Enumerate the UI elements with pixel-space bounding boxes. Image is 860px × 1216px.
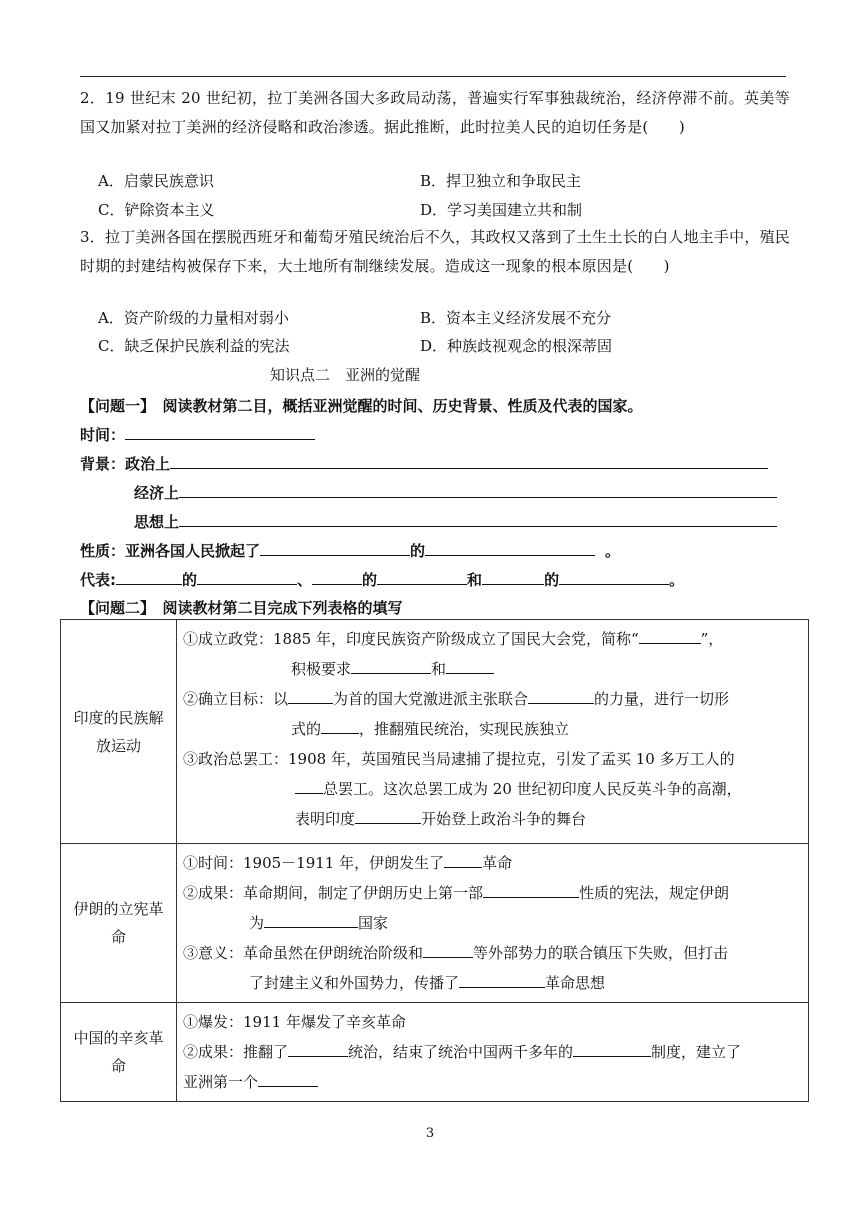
- india-blank-demand-2[interactable]: [446, 657, 494, 674]
- iran-blank-thought[interactable]: [459, 971, 545, 988]
- nature-blank-1[interactable]: [260, 539, 410, 556]
- iran-blank-constitution[interactable]: [483, 881, 579, 898]
- table-row-iran: [61, 844, 809, 1003]
- q3-option-d: D．种族歧视观念的根深蒂固: [420, 337, 613, 355]
- iran-blank-foreign[interactable]: [423, 941, 473, 958]
- india-topic-cell: 印度的民族解放运动: [61, 620, 177, 844]
- india-blank-demand-1[interactable]: [351, 657, 431, 674]
- china-content-cell: ①爆发：1911 年爆发了辛亥革命 ②成果：推翻了 统治，结束了统治中国两千多年的 制度，建立了 亚洲第一个: [177, 1003, 809, 1102]
- china-topic-cell: 中国的辛亥革命: [61, 1003, 177, 1102]
- header-rule: [80, 76, 786, 77]
- india-content-cell: ①成立政党：1885 年，印度民族资产阶级成立了国民大会党，简称“ ”， 积极要求 和 ②确立目标：以 为首的国大党激进派主张联合 的力量，进行一切形 式的 ，推翻殖民统治，实现民族独立 ③政治总罢工：1908 年，英国殖民当局逮捕了提拉克，引发了孟买 10 多万工人的 总罢工。这次总罢工成为 20 世纪初印度人民反英斗争的高潮， 表明印度 开始登上政治斗争的舞台: [177, 620, 809, 844]
- question-3-stem: 3．拉丁美洲各国在摆脱西班牙和葡萄牙殖民统治后不久，其政权又落到了土生土长的白人地主手中，殖民时期的封建结构被保存下来，大土地所有制继续发展。造成这一现象的根本原因是( ): [80, 228, 790, 275]
- rep-blank-3[interactable]: [312, 568, 362, 585]
- revolution-table: [60, 619, 809, 1102]
- china-blank-dynasty[interactable]: [288, 1040, 348, 1057]
- section-title: 知识点二 亚洲的觉醒: [269, 366, 420, 384]
- india-blank-force[interactable]: [528, 687, 594, 704]
- nature-blank-2[interactable]: [425, 539, 595, 556]
- rep-blank-2[interactable]: [197, 568, 297, 585]
- iran-blank-state[interactable]: [264, 911, 358, 928]
- question-1-title: 【问题一】 阅读教材第二目，概括亚洲觉醒的时间、历史背景、性质及代表的国家。: [80, 397, 643, 415]
- iran-blank-revolution[interactable]: [444, 851, 482, 868]
- time-row: 时间：: [80, 423, 315, 445]
- q2-option-b: B．捍卫独立和争取民主: [420, 172, 582, 190]
- background-politics-row: 背景：政治上: [80, 452, 768, 474]
- iran-topic-cell: 伊朗的立宪革命: [61, 844, 177, 1003]
- question-2-title: 【问题二】 阅读教材第二目完成下列表格的填写: [80, 599, 403, 617]
- china-blank-system[interactable]: [573, 1040, 651, 1057]
- q3-option-a: A．资产阶级的力量相对弱小: [98, 309, 289, 327]
- representative-row: 代表: 的 、 的 和 的 。: [80, 568, 684, 590]
- q2-option-c: C．铲除资本主义: [98, 201, 215, 219]
- india-blank-leader[interactable]: [288, 687, 333, 704]
- politics-blank[interactable]: [170, 452, 768, 469]
- q3-option-b: B．资本主义经济发展不充分: [420, 309, 612, 327]
- rep-blank-6[interactable]: [559, 568, 669, 585]
- question-2-stem: 2．19 世纪末 20 世纪初，拉丁美洲各国大多政局动荡，普遍实行军事独裁统治，经济停滞不前。英美等国又加紧对拉丁美洲的经济侵略和政治渗透。据此推断，此时拉美人民的迫切任务是( ): [80, 89, 790, 136]
- india-blank-struggle[interactable]: [321, 717, 359, 734]
- nature-row: 性质：亚洲各国人民掀起了 的 。: [80, 539, 620, 561]
- india-blank-abbr[interactable]: [639, 627, 701, 644]
- thought-blank[interactable]: [179, 510, 777, 527]
- background-economy-row: 经济上: [134, 481, 777, 503]
- table-row-china: [61, 1003, 809, 1102]
- table-row-india: [61, 620, 809, 844]
- q2-option-d: D．学习美国建立共和制: [420, 201, 583, 219]
- economy-blank[interactable]: [179, 481, 777, 498]
- q2-option-a: A．启蒙民族意识: [98, 172, 214, 190]
- time-blank[interactable]: [125, 423, 315, 440]
- background-thought-row: 思想上: [134, 510, 777, 532]
- q3-option-c: C．缺乏保护民族利益的宪法: [98, 337, 290, 355]
- india-blank-class[interactable]: [355, 807, 421, 824]
- rep-blank-4[interactable]: [377, 568, 467, 585]
- page-number: 3: [425, 1126, 435, 1141]
- rep-blank-5[interactable]: [482, 568, 544, 585]
- rep-blank-1[interactable]: [116, 568, 182, 585]
- iran-content-cell: ①时间：1905－1911 年，伊朗发生了 革命 ②成果：革命期间，制定了伊朗历史上第一部 性质的宪法，规定伊朗 为 国家 ③意义：革命虽然在伊朗统治阶级和 等外部势力的联合镇压下失败，但打击 了封建主义和外国势力，传播了 革命思想: [177, 844, 809, 1003]
- india-blank-strike[interactable]: [295, 777, 323, 794]
- china-blank-republic[interactable]: [258, 1070, 318, 1087]
